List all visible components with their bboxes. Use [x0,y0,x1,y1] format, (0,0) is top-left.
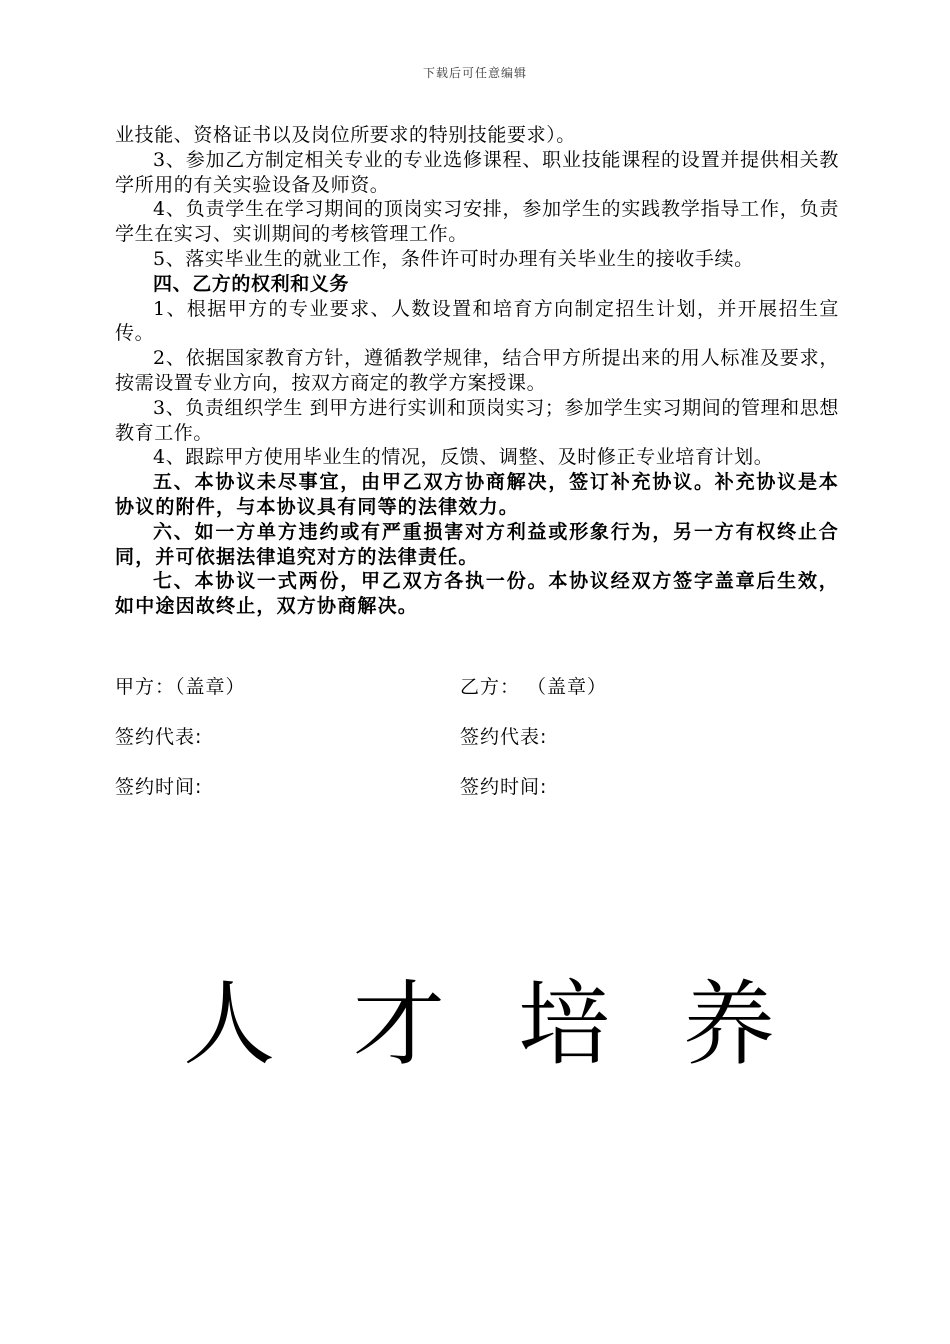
paragraph-b-item-4: 4、跟踪甲方使用毕业生的情况，反馈、调整、及时修正专业培育计划。 [153,446,774,469]
section-heading-4: 四、乙方的权利和义务 [153,272,350,295]
big-title [183,971,783,1078]
paragraph-item-5: 5、落实毕业生的就业工作，条件许可时办理有关毕业生的接收手续。 [153,247,754,270]
paragraph-continuation: 业技能、资格证书以及岗位所要求的特别技能要求）。 [115,124,576,146]
paragraph-b-item-3: 3、负责组织学生 到甲方进行实训和顶岗实习；参加学生实习期间的管理和思想教育工作。 [115,396,839,444]
agreement-body [115,123,839,619]
clause-6: 六、如一方单方违约或有严重损害对方利益或形象行为，另一方有权终止合同，并可依据法律追究对方的法律责任。 [115,520,839,568]
clause-5: 五、本协议未尽事宜，由甲乙双方协商解决，签订补充协议。补充协议是本协议的附件，与本协议具有同等的法律效力。 [115,471,839,518]
big-title-char: 人 [183,971,276,1078]
page-header: 下载后可任意编辑 [422,66,527,80]
date-b-label: 签约时间: [460,776,548,798]
paragraph-item-3: 3、参加乙方制定相关专业的专业选修课程、职业技能课程的设置并提供相关教学所用的有关实验设备及师资。 [115,148,839,196]
date-a-label: 签约时间: [115,776,203,798]
big-title-char: 培 [518,971,611,1078]
paragraph-b-item-1: 1、根据甲方的专业要求、人数设置和培育方向制定招生计划，并开展招生宣传。 [115,297,839,345]
representative-a-label: 签约代表: [115,726,203,748]
big-title-char: 才 [353,971,446,1078]
big-title-char: 养 [683,971,776,1078]
paragraph-b-item-2: 2、依据国家教育方针，遵循教学规律，结合甲方所提出来的用人标准及要求，按需设置专业方向，按双方商定的教学方案授课。 [115,347,839,394]
party-b-label: 乙方： （盖章） [460,676,608,698]
paragraph-item-4: 4、负责学生在学习期间的顶岗实习安排，参加学生的实践教学指导工作，负责学生在实习、实训期间的考核管理工作。 [115,198,839,246]
party-a-label: 甲方：（盖章） [115,676,246,698]
clause-7: 七、本协议一式两份，甲乙双方各执一份。本协议经双方签字盖章后生效，如中途因故终止，双方协商解决。 [115,570,839,618]
representative-b-label: 签约代表: [460,726,548,748]
